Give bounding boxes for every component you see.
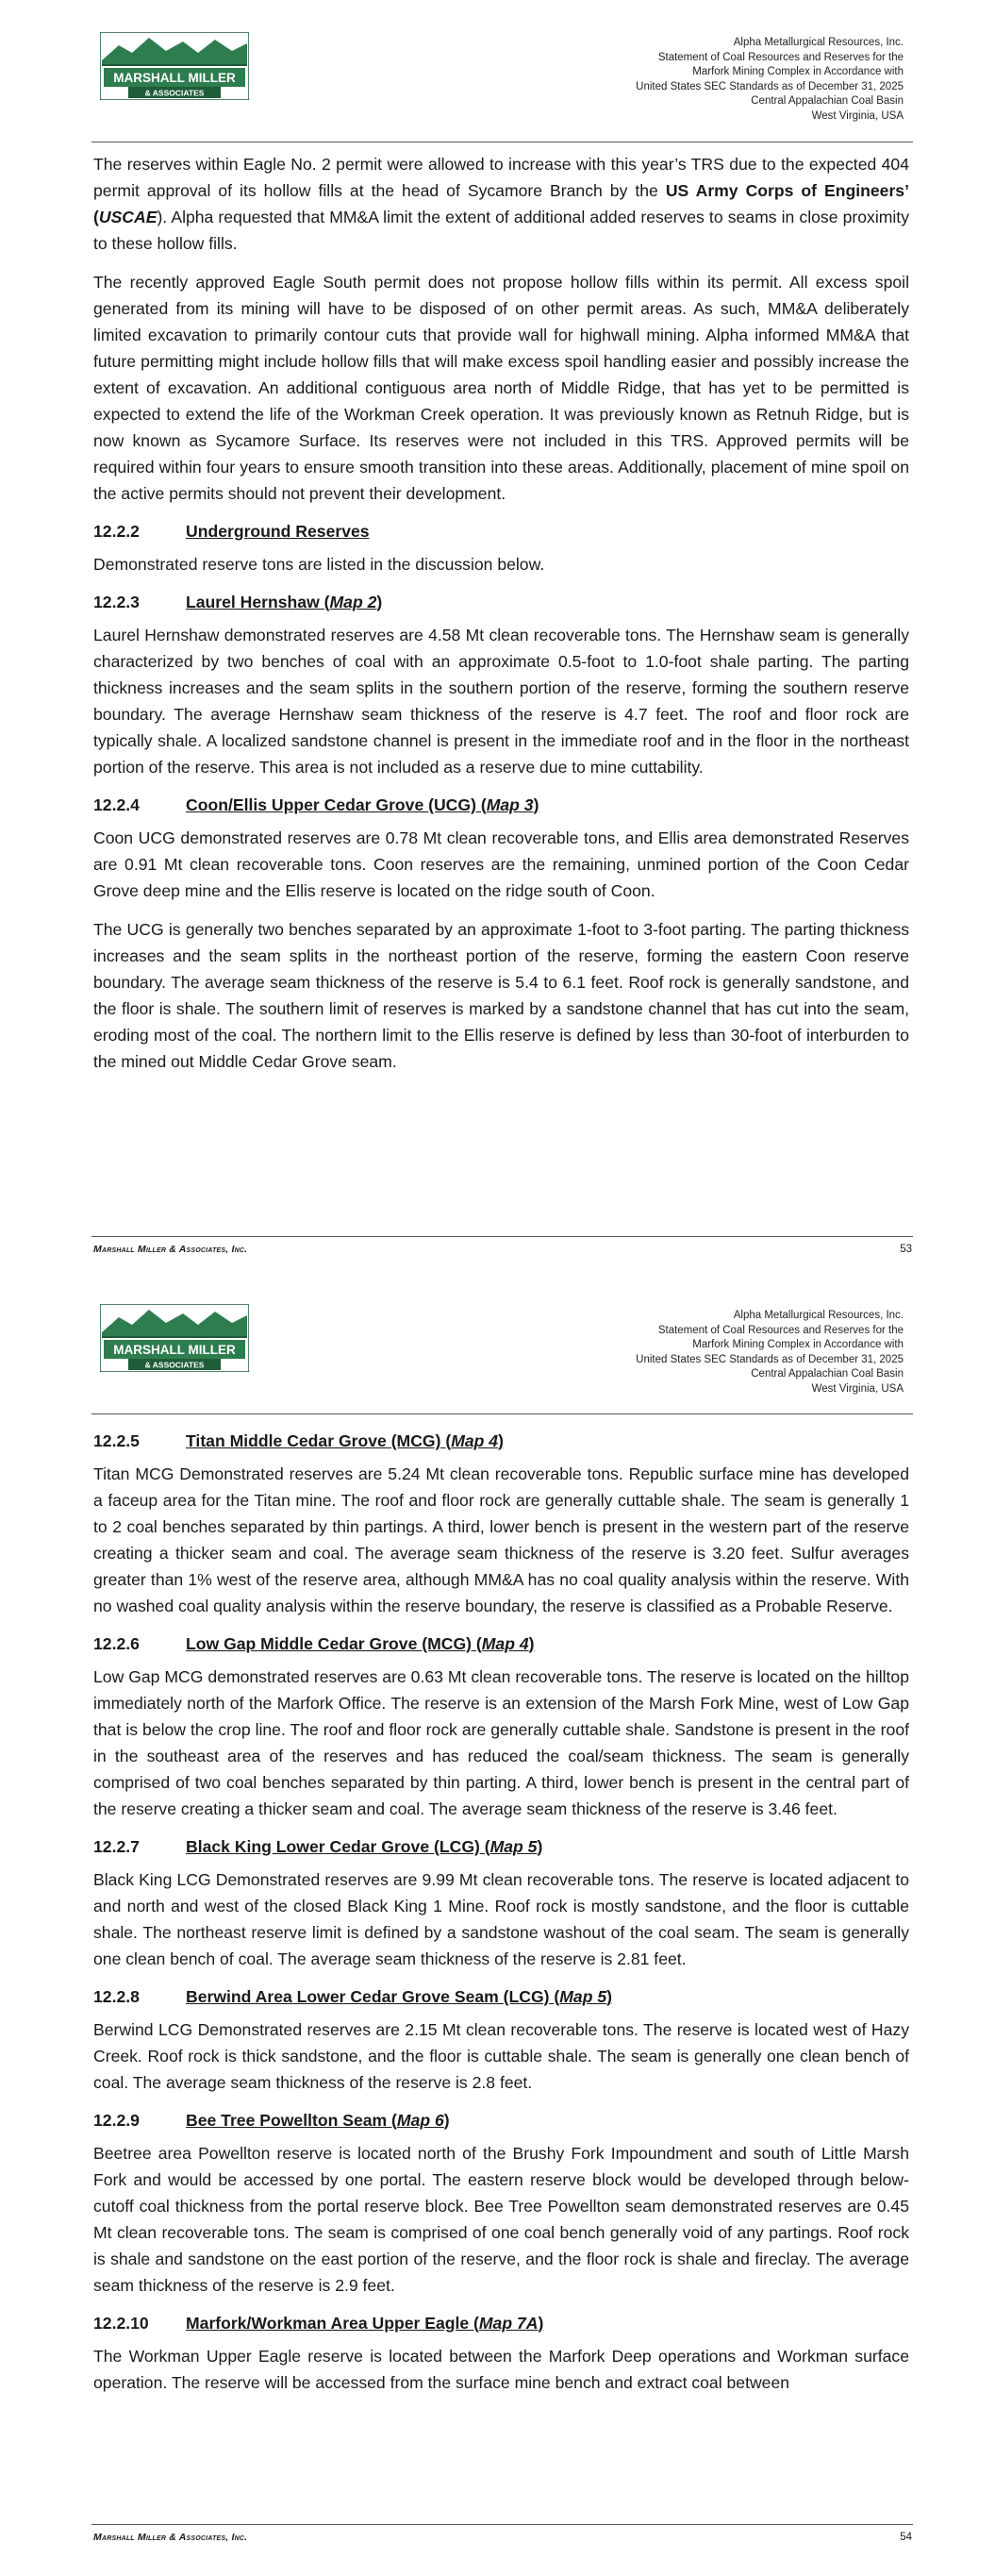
logo-line2: & ASSOCIATES <box>144 88 205 98</box>
page-body <box>93 151 909 1087</box>
footer-company: Marshall Miller & Associates, Inc. <box>93 1244 248 1255</box>
section-heading: 12.2.5 Titan Middle Cedar Grove (MCG) (Map 4) <box>93 1431 504 1450</box>
logo-line1: MARSHALL MILLER <box>113 71 236 85</box>
section-heading: 12.2.8 Berwind Area Lower Cedar Grove Seam (LCG) (Map 5) <box>93 1987 613 2006</box>
footer-company: Marshall Miller & Associates, Inc. <box>93 2532 248 2543</box>
page-body <box>93 1425 909 2408</box>
marshall-miller-logo <box>100 1304 249 1372</box>
paragraph: The UCG is generally two benches separated by an approximate 1-foot to 3-foot parting. The parting thickness increases and the seam splits in the northeast portion of the reserve, forming the eastern Coon reserve boundary. The average seam thickness of the reserve is 5.4 to 6.1 feet. Roof rock is generally sandstone, and the floor is shale. The southern limit of reserves is marked by a sandstone channel that has cut into the seam, eroding most of the coal. The northern limit to the Ellis reserve is defined by less than 30-foot of interburden to the mined out Middle Cedar Grove seam. <box>93 920 909 1071</box>
paragraph: Black King LCG Demonstrated reserves are 9.99 Mt clean recoverable tons. The reserve is located adjacent to and north and west of the closed Black King 1 Mine. Roof rock is mostly sandstone, and the floor is cuttable shale. The northeast reserve limit is defined by a sandstone washout of the coal seam. The seam is generally one clean bench of coal. The average seam thickness of the reserve is 2.81 feet. <box>93 1870 909 1968</box>
header-rule <box>91 1413 913 1414</box>
page-54 <box>0 1288 995 2576</box>
footer-rule <box>91 1236 913 1237</box>
document-header: Alpha Metallurgical Resources, Inc. Statement of Coal Resources and Reserves for the Marfork Mining Complex in Accordance with United States SEC Standards as of December 31, 2025 Central Appalachian Coal Basin West Virginia, USA <box>636 37 904 122</box>
paragraph: Coon UCG demonstrated reserves are 0.78 Mt clean recoverable tons, and Ellis area demonstrated Reserves are 0.91 Mt clean recoverable tons. Coon reserves are the remaining, unmined portion of the Coon Cedar Grove deep mine and the Ellis reserve is located on the ridge south of Coon. <box>93 828 909 900</box>
section-heading: 12.2.3 Laurel Hernshaw (Map 2) <box>93 593 383 611</box>
paragraph: The Workman Upper Eagle reserve is located between the Marfork Deep operations and Workman surface operation. The reserve will be accessed from the surface mine bench and extract coal between <box>93 2347 909 2392</box>
section-heading: 12.2.10 Marfork/Workman Area Upper Eagle (Map 7A) <box>93 2314 544 2333</box>
paragraph: Beetree area Powellton reserve is located north of the Brushy Fork Impoundment and south of Little Marsh Fork and would be accessed by one portal. The eastern reserve block would be developed through below-cutoff coal thickness from the portal reserve block. Bee Tree Powellton seam demonstrated reserves are 0.45 Mt clean recoverable tons. The seam is comprised of one coal bench generally void of any partings. Roof rock is shale and sandstone on the east portion of the reserve, and the floor rock is shale and fireclay. The average seam thickness of the reserve is 2.9 feet. <box>93 2144 909 2295</box>
footer-rule <box>91 2524 913 2525</box>
logo-line2: & ASSOCIATES <box>144 1360 205 1370</box>
paragraph: The recently approved Eagle South permit does not propose hollow fills within its permit. All excess spoil generated from its mining will have to be disposed of on other permit areas. As such, MM&A deliberately limited excavation to primarily contour cuts that provide wall for highwall mining. Alpha informed MM&A that future permitting might include hollow fills that will make excess spoil handling easier and possibly increase the extent of excavation. An additional contiguous area north of Middle Ridge, that has yet to be permitted is expected to extend the life of the Workman Creek operation. It was previously known as Retnuh Ridge, but is now known as Sycamore Surface. Its reserves were not included in this TRS. Approved permits will be required within four years to ensure smooth transition into these areas. Additionally, placement of mine spoil on the active permits should not prevent their development. <box>93 273 909 503</box>
paragraph: Low Gap MCG demonstrated reserves are 0.63 Mt clean recoverable tons. The reserve is located on the hilltop immediately north of the Marfork Office. The reserve is an extension of the Marsh Fork Mine, west of Low Gap that is below the crop line. The roof and floor rock are generally cuttable shale. Sandstone is present in the roof in the southeast area of the reserves and has reduced the coal/seam thickness. The seam is generally comprised of two coal benches separated by thin parting. A third, lower bench is present in the central part of the reserve creating a thicker seam and coal. The average seam thickness of the reserve is 3.46 feet. <box>93 1667 909 1818</box>
section-heading: 12.2.2 Underground Reserves <box>93 522 370 541</box>
paragraph: Titan MCG Demonstrated reserves are 5.24 Mt clean recoverable tons. Republic surface mine has developed a faceup area for the Titan mine. The roof and floor rock are generally cuttable shale. The seam is generally 1 to 2 coal benches separated by thin partings. A third, lower bench is present in the western part of the reserve creating a thicker seam and coal. The average seam thickness of the reserve is 3.20 feet. Sulfur averages greater than 1% west of the reserve area, although MM&A has no coal quality analysis within the reserve. With no washed coal quality analysis within the reserve boundary, the reserve is classified as a Probable Reserve. <box>93 1464 909 1615</box>
section-heading: 12.2.4 Coon/Ellis Upper Cedar Grove (UCG) (Map 3) <box>93 795 539 814</box>
page-number: 54 <box>900 2532 912 2543</box>
section-heading: 12.2.9 Bee Tree Powellton Seam (Map 6) <box>93 2111 450 2130</box>
document-header: Alpha Metallurgical Resources, Inc. Statement of Coal Resources and Reserves for the Marfork Mining Complex in Accordance with United States SEC Standards as of December 31, 2025 Central Appalachian Coal Basin West Virginia, USA <box>636 1310 904 1395</box>
paragraph: Demonstrated reserve tons are listed in the discussion below. <box>93 555 545 574</box>
section-heading: 12.2.7 Black King Lower Cedar Grove (LCG) (Map 5) <box>93 1837 543 1856</box>
paragraph: Laurel Hernshaw demonstrated reserves are 4.58 Mt clean recoverable tons. The Hernshaw seam is generally characterized by two benches of coal with an approximate 0.5-foot to 1.0-foot shale parting. The parting thickness increases and the seam splits in the southern portion of the reserve, forming the southern reserve boundary. The average Hernshaw seam thickness of the reserve is 4.7 feet. The roof and floor rock are typically shale. A localized sandstone channel is present in the immediate roof and in the floor in the northeast portion of the reserve. This area is not included as a reserve due to mine cuttability. <box>93 626 909 777</box>
logo-line1: MARSHALL MILLER <box>113 1343 236 1357</box>
section-heading: 12.2.6 Low Gap Middle Cedar Grove (MCG) (Map 4) <box>93 1634 535 1653</box>
page-number: 53 <box>900 1244 912 1255</box>
marshall-miller-logo <box>100 32 249 100</box>
paragraph: Berwind LCG Demonstrated reserves are 2.15 Mt clean recoverable tons. The reserve is located west of Hazy Creek. Roof rock is thick sandstone, and the floor is cuttable shale. The seam is generally one clean bench of coal. The average seam thickness of the reserve is 2.8 feet. <box>93 2020 909 2092</box>
paragraph: The reserves within Eagle No. 2 permit were allowed to increase with this year’s TRS due to the expected 404 permit approval of its hollow fills at the head of Sycamore Branch by the US Army Corps of Engineers’ (USCAE). Alpha requested that MM&A limit the extent of additional added reserves to seams in close proximity to these hollow fills. <box>93 155 909 253</box>
